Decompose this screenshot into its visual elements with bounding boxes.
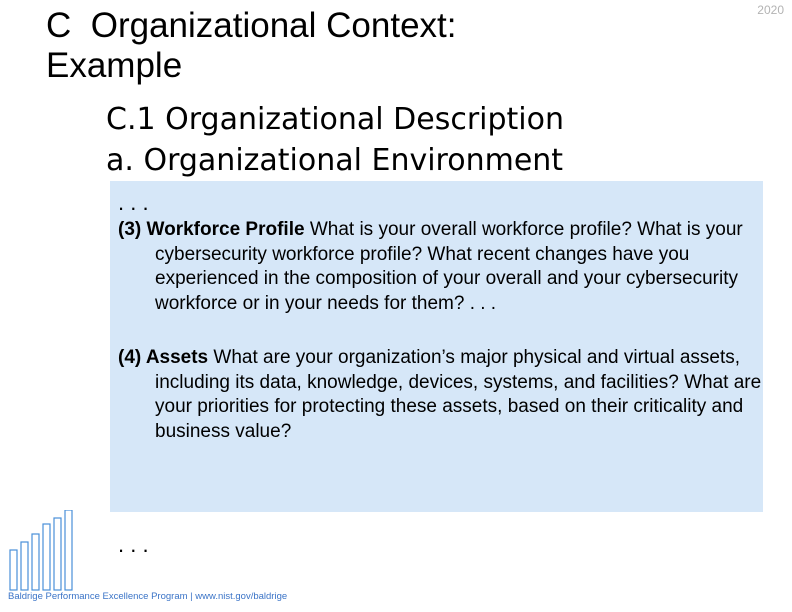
- baldrige-bars-logo-icon: [8, 510, 80, 594]
- page-title: [46, 6, 456, 86]
- item-label: Workforce Profile: [146, 219, 305, 240]
- item-text: What is your overall workforce profile? What is your cybersecurity workforce profile? What recent changes have you experienced in the composition of your overall and your cybersecurity workforce or in your needs for them? . . .: [155, 219, 743, 314]
- item-number: (3): [118, 219, 142, 240]
- item-assets: [118, 346, 763, 444]
- item-label: Assets: [145, 347, 209, 368]
- item-workforce-profile: [118, 218, 763, 316]
- title-line-1: C Organizational Context:: [46, 6, 457, 45]
- title-line-2: Example: [46, 46, 183, 85]
- section-heading: C.1 Organizational Description: [106, 102, 565, 137]
- body-text: [118, 188, 763, 444]
- footer-text: Baldrige Performance Excellence Program | www.nist.gov/baldrige: [8, 591, 288, 602]
- item-number: (4): [118, 347, 142, 368]
- ellipsis-top: . . .: [118, 190, 149, 215]
- year-label: 2020: [757, 3, 784, 17]
- item-text: What are your organization’s major physical and virtual assets, including its data, knowledge, devices, systems, and facilities? What are your priorities for protecting these assets, based on their criticality and business value?: [155, 347, 762, 442]
- subsection-heading: a. Organizational Environment: [106, 143, 564, 178]
- ellipsis-bottom: . . .: [118, 532, 149, 557]
